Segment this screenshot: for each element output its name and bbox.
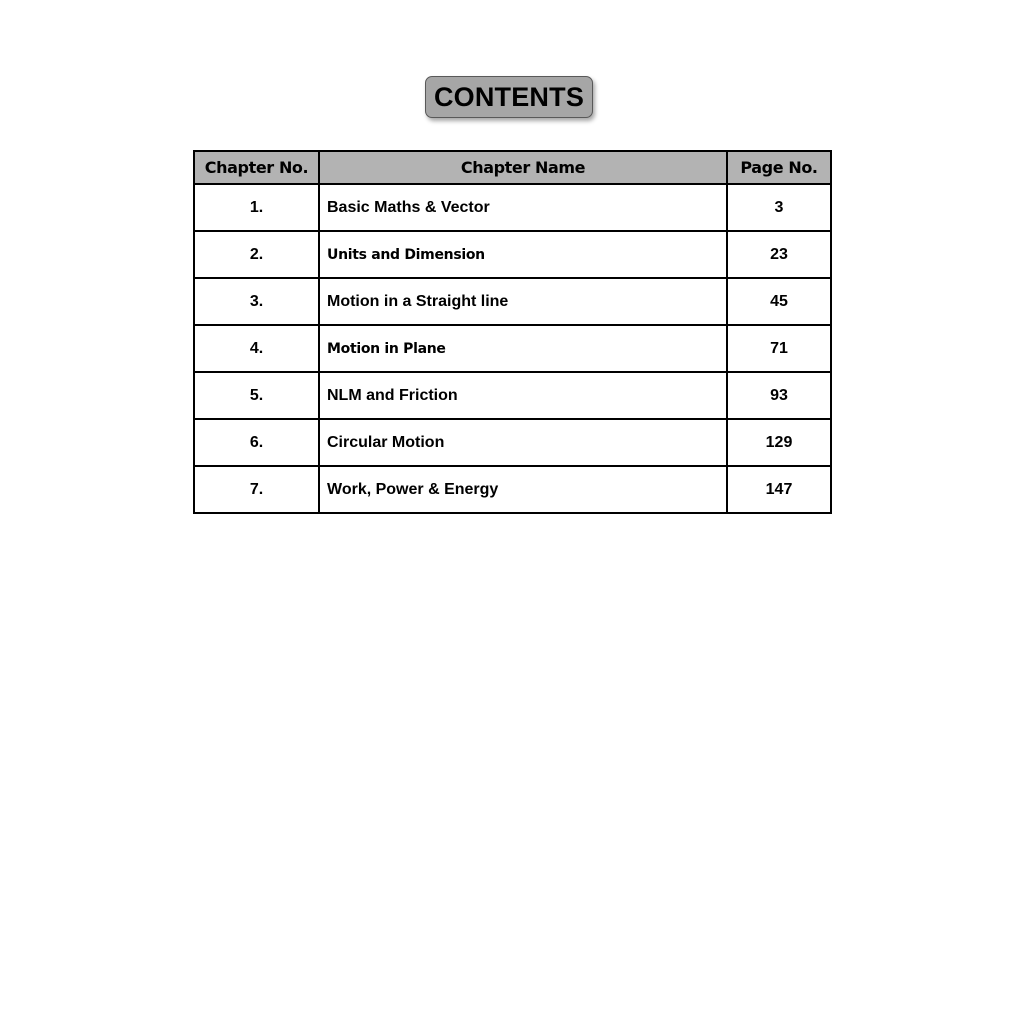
chapter-name: Work, Power & Energy [319,466,727,513]
page-number: 3 [727,184,831,231]
table-row [194,325,831,372]
contents-table [193,150,832,514]
chapter-name: Basic Maths & Vector [319,184,727,231]
chapter-name: Units and Dimension [319,231,727,278]
page-title: CONTENTS [433,81,585,112]
chapter-number: 4. [194,325,319,372]
chapter-name: Motion in a Straight line [319,278,727,325]
page-number: 93 [727,372,831,419]
chapter-number: 5. [194,372,319,419]
page-number: 45 [727,278,831,325]
chapter-name: Motion in Plane [319,325,727,372]
chapter-number: 6. [194,419,319,466]
table-row [194,278,831,325]
page-number: 71 [727,325,831,372]
table-row [194,372,831,419]
header-page-no: Page No. [727,151,831,184]
chapter-name: Circular Motion [319,419,727,466]
table-row [194,419,831,466]
chapter-name: NLM and Friction [319,372,727,419]
page-number: 129 [727,419,831,466]
table-row [194,184,831,231]
table-header-row [194,151,831,184]
header-chapter-name: Chapter Name [319,151,727,184]
chapter-number: 2. [194,231,319,278]
chapter-number: 3. [194,278,319,325]
contents-title-box [425,76,593,118]
page-number: 147 [727,466,831,513]
chapter-number: 1. [194,184,319,231]
page-number: 23 [727,231,831,278]
header-chapter-no: Chapter No. [194,151,319,184]
chapter-number: 7. [194,466,319,513]
table-row [194,466,831,513]
table-row [194,231,831,278]
